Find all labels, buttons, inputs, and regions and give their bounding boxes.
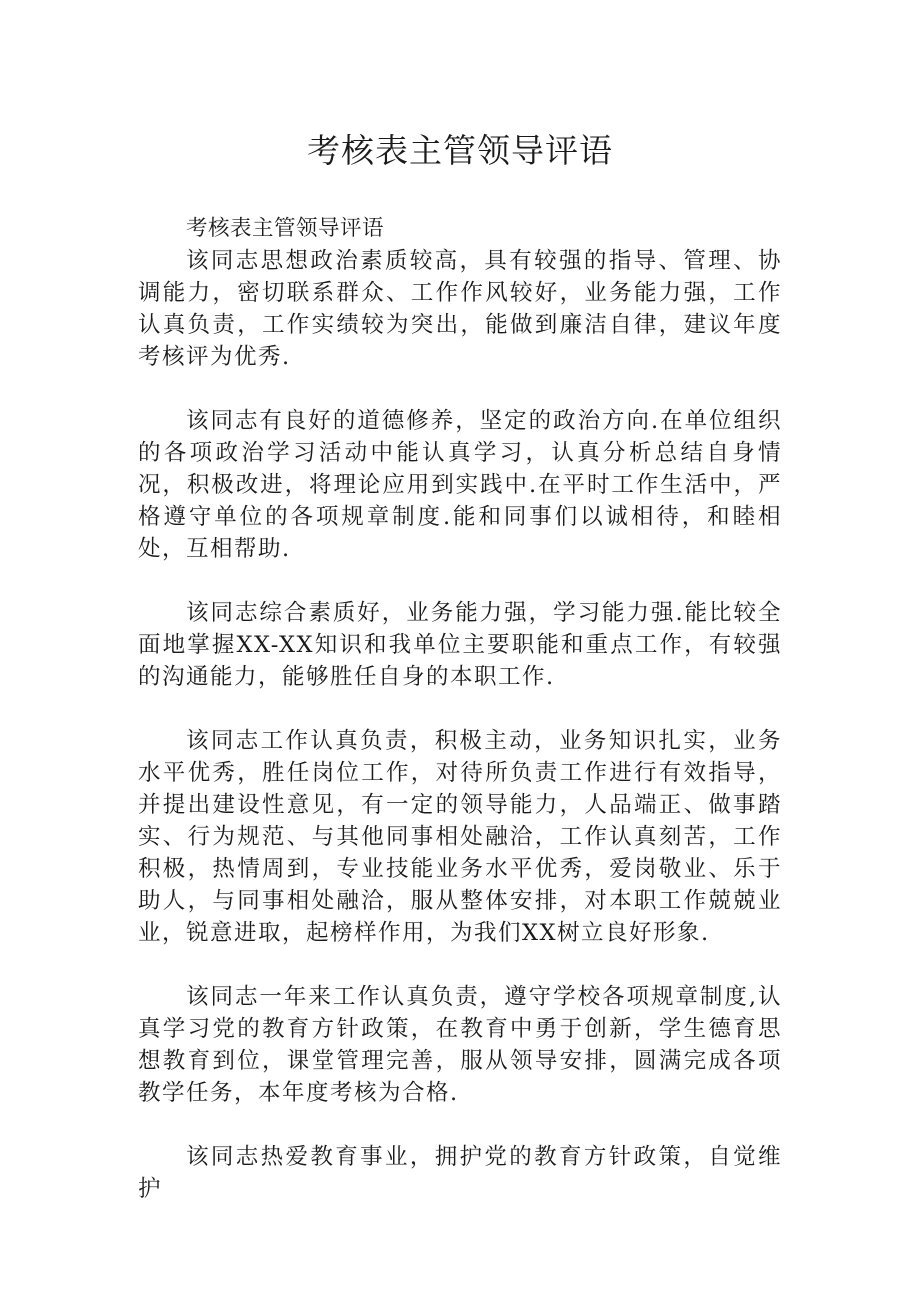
paragraph-3: 该同志综合素质好，业务能力强，学习能力强.能比较全面地掌握XX-XX知识和我单位主要职能和重点工作，有较强的沟通能力，能够胜任自身的本职工作. xyxy=(138,600,782,690)
paragraph-2: 该同志有良好的道德修养，坚定的政治方向.在单位组织的各项政治学习活动中能认真学习，认真分析总结自身情况，积极改进，将理论应用到实践中.在平时工作生活中，严格遵守单位的各项规章制度.能和同事们以诚相待，和睦相处，互相帮助. xyxy=(138,408,782,562)
document-title: 考核表主管领导评语 xyxy=(307,131,613,170)
paragraph-5: 该同志一年来工作认真负责，遵守学校各项规章制度,认真学习党的教育方针政策，在教育中勇于创新，学生德育思想教育到位，课堂管理完善，服从领导安排，圆满完成各项教学任务，本年度考核为合格. xyxy=(138,984,782,1106)
document-body xyxy=(138,213,782,1237)
paragraph-1: 该同志思想政治素质较高，具有较强的指导、管理、协调能力，密切联系群众、工作作风较好，业务能力强，工作认真负责，工作实绩较为突出，能做到廉洁自律，建议年度考核评为优秀. xyxy=(138,248,782,370)
document-subtitle: 考核表主管领导评语 xyxy=(186,216,385,241)
paragraph-6: 该同志热爱教育事业，拥护党的教育方针政策，自觉维护 xyxy=(138,1144,782,1202)
paragraph-4: 该同志工作认真负责，积极主动，业务知识扎实，业务水平优秀，胜任岗位工作，对待所负责工作进行有效指导，并提出建设性意见，有一定的领导能力，人品端正、做事踏实、行为规范、与其他同事相处融洽，工作认真刻苦，工作积极，热情周到，专业技能业务水平优秀，爱岗敬业、乐于助人，与同事相处融洽，服从整体安排，对本职工作兢兢业业，锐意进取，起榜样作用，为我们XX树立良好形象. xyxy=(138,728,782,946)
